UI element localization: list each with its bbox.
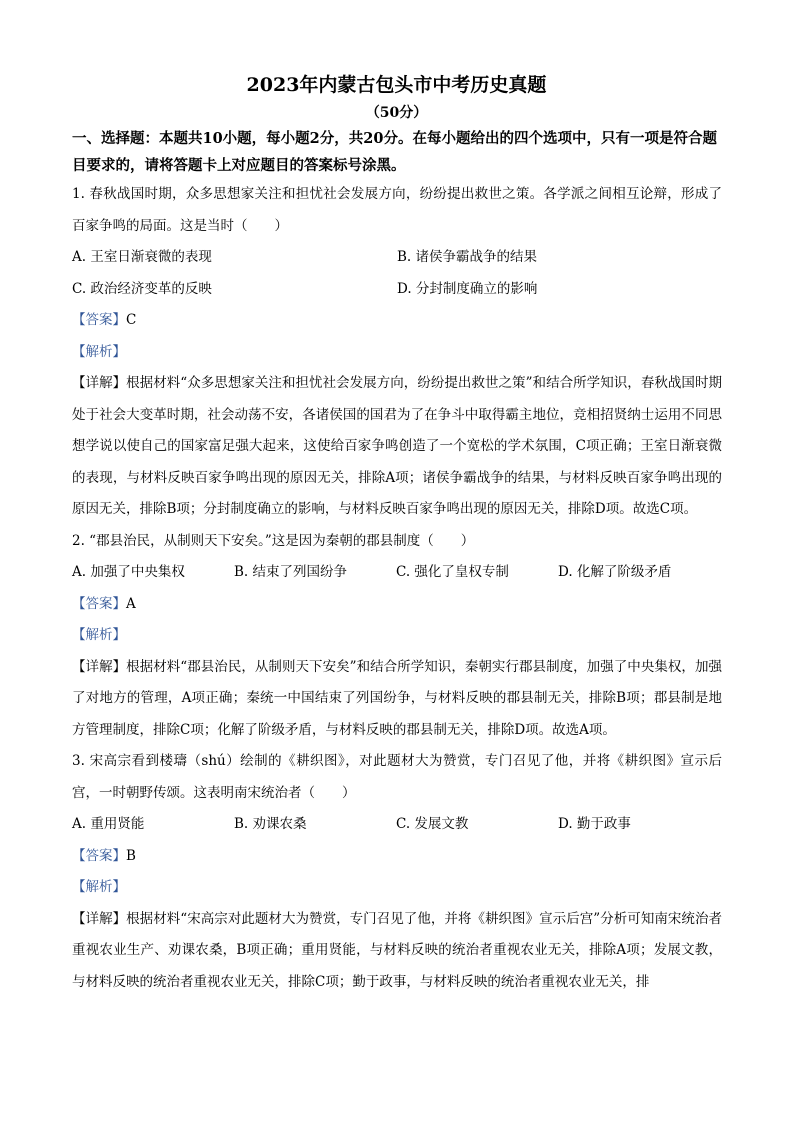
q1-answer-line <box>72 305 722 337</box>
question-3-options <box>72 809 722 841</box>
analysis-label: 【解析】 <box>72 879 126 895</box>
q2-answer: A <box>126 595 136 612</box>
q2-detail: 根据材料“郡县治民，从制则天下安矣”和结合所学知识，秦朝实行郡县制度，加强了中央集权，加强了对地方的管理，A项正确；秦统一中国结束了列国纷争，与材料反映的郡县制无关，排除B项；郡县制是地方管理制度，排除C项；化解了阶级矛盾，与材料反映的郡县制无关，排除D项。故选A项。 <box>72 658 722 738</box>
q1-option-a: A. 王室日渐衰微的表现 <box>72 249 212 265</box>
page-title: 2023年内蒙古包头市中考历史真题 <box>246 74 547 96</box>
answer-label: 【答案】 <box>72 595 126 612</box>
detail-label: 【详解】 <box>72 658 127 675</box>
q1-analysis-line <box>72 337 722 369</box>
q3-answer-line <box>72 841 722 873</box>
q2-option-a: A. 加强了中央集权 <box>72 564 185 580</box>
q1-option-b: B. 诸侯争霸战争的结果 <box>397 249 538 265</box>
q2-option-c: C. 强化了皇权专制 <box>396 564 509 580</box>
question-2-stem: 2. “郡县治民，从制则天下安矣。”这是因为秦朝的郡县制度（ ） <box>72 532 475 549</box>
answer-label: 【答案】 <box>72 847 126 864</box>
q1-option-d: D. 分封制度确立的影响 <box>397 280 538 297</box>
q3-analysis-line <box>72 872 722 904</box>
total-score: （50分） <box>365 105 428 121</box>
question-1-stem: 1. 春秋战国时期，众多思想家关注和担忧社会发展方向，纷纷提出救世之策。各学派之间相互论辩，形成了百家争鸣的局面。这是当时（ ） <box>72 186 722 234</box>
q2-option-d: D. 化解了阶级矛盾 <box>558 564 672 580</box>
question-1-options-row2 <box>72 274 722 306</box>
detail-label: 【详解】 <box>72 910 127 927</box>
analysis-label: 【解析】 <box>72 627 126 643</box>
q2-answer-line <box>72 589 722 621</box>
q3-option-a: A. 重用贤能 <box>72 816 145 832</box>
document-body <box>72 125 722 998</box>
analysis-label: 【解析】 <box>72 343 126 360</box>
q3-detail-paragraph <box>72 904 722 999</box>
q3-option-c: C. 发展文教 <box>396 816 469 832</box>
q3-option-b: B. 劝课农桑 <box>234 816 307 832</box>
q1-answer: C <box>126 312 137 328</box>
question-2-options <box>72 557 722 589</box>
question-1-options <box>72 242 722 274</box>
question-3-stem: 3. 宋高宗看到楼璹（shú）绘制的《耕织图》，对此题材大为赞赏，专门召见了他，并将《耕织图》宣示后宫，一时朝野传颂。这表明南宋统治者（ ） <box>72 753 722 801</box>
section-heading: 一、选择题：本题共10小题，每小题2分，共20分。在每小题给出的四个选项中，只有一项是符合题目要求的，请将答题卡上对应题目的答案标号涂黑。 <box>72 130 717 174</box>
q2-option-b: B. 结束了列国纷争 <box>234 564 348 580</box>
q2-analysis-line <box>72 620 722 652</box>
answer-label: 【答案】 <box>72 312 126 328</box>
q3-detail: 根据材料“宋高宗对此题材大为赞赏，专门召见了他，并将《耕织图》宣示后宫”分析可知南宋统治者重视农业生产、劝课农桑，B项正确；重用贤能，与材料反映的统治者重视农业无关，排除A项；发展文教，与材料反映的统治者重视农业无关，排除C项；勤于政事，与材料反映的统治者重视农业无关，排 <box>72 910 722 990</box>
q3-option-d: D. 勤于政事 <box>558 816 631 832</box>
q2-detail-paragraph <box>72 652 722 747</box>
q1-detail-paragraph <box>72 368 722 526</box>
q3-answer: B <box>126 847 136 864</box>
q1-option-c: C. 政治经济变革的反映 <box>72 280 212 297</box>
detail-label: 【详解】 <box>72 375 127 391</box>
q1-detail: 根据材料“众多思想家关注和担忧社会发展方向，纷纷提出救世之策”和结合所学知识，春秋战国时期处于社会大变革时期，社会动荡不安，各诸侯国的国君为了在争斗中取得霸主地位，竞相招贤纳士运用不同思想学说以使自己的国家富足强大起来，这使给百家争鸣创造了一个宽松的学术氛围，C项正确；王室日渐衰微的表现，与材料反映百家争鸣出现的原因无关，排除A项；诸侯争霸战争的结果，与材料反映百家争鸣出现的原因无关，排除B项；分封制度确立的影响，与材料反映百家争鸣出现的原因无关，排除D项。故选C项。 <box>72 375 722 517</box>
